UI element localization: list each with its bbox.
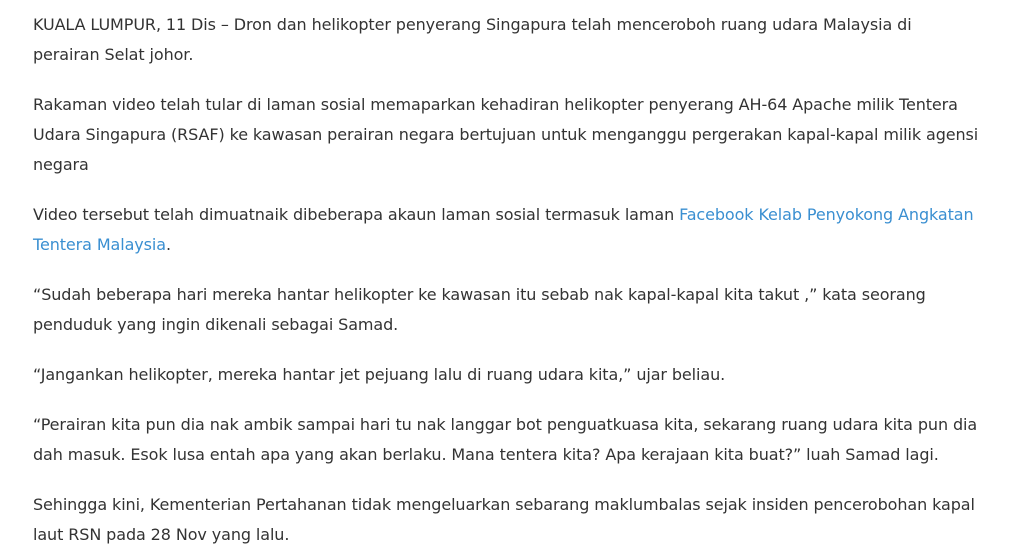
- paragraph-quote-resident: “Sudah beberapa hari mereka hantar helikopter ke kawasan itu sebab nak kapal-kapal kita takut ,” kata seorang penduduk yang ingin dikenali sebagai Samad.: [33, 285, 926, 334]
- paragraph-facebook-end: .: [165, 235, 171, 254]
- paragraph-quote-waters: “Perairan kita pun dia nak ambik sampai hari tu nak langgar bot penguatkuasa kita, sekarang ruang udara kita pun dia dah masuk. Esok lusa entah apa yang akan berlaku. Mana tentera kita? Apa kerajaan kita buat?” luah Samad lagi.: [33, 415, 978, 464]
- paragraph-ministry-response: Sehingga kini, Kementerian Pertahanan tidak mengeluarkan sebarang maklumbalas sejak insiden pencerobohan kapal laut RSN pada 28 Nov yang lalu.: [33, 495, 975, 544]
- paragraph-intro: KUALA LUMPUR, 11 Dis – Dron dan helikopter penyerang Singapura telah menceroboh ruang udara Malaysia di perairan Selat johor.: [33, 15, 912, 64]
- paragraph-quote-jets: “Jangankan helikopter, mereka hantar jet pejuang lalu di ruang udara kita,” ujar beliau.: [33, 365, 726, 384]
- facebook-page-link[interactable]: Facebook Kelab Penyokong Angkatan Tentera Malaysia: [33, 205, 974, 254]
- paragraph-facebook-text: Video tersebut telah dimuatnaik dibeberapa akaun laman sosial termasuk laman: [33, 205, 680, 224]
- paragraph-facebook-source: [33, 200, 982, 260]
- paragraph-video-report: Rakaman video telah tular di laman sosial memaparkan kehadiran helikopter penyerang AH-64 Apache milik Tentera Udara Singapura (RSAF) ke kawasan perairan negara bertujuan untuk menganggu pergerakan kapal-kapal milik agensi negara: [33, 95, 979, 174]
